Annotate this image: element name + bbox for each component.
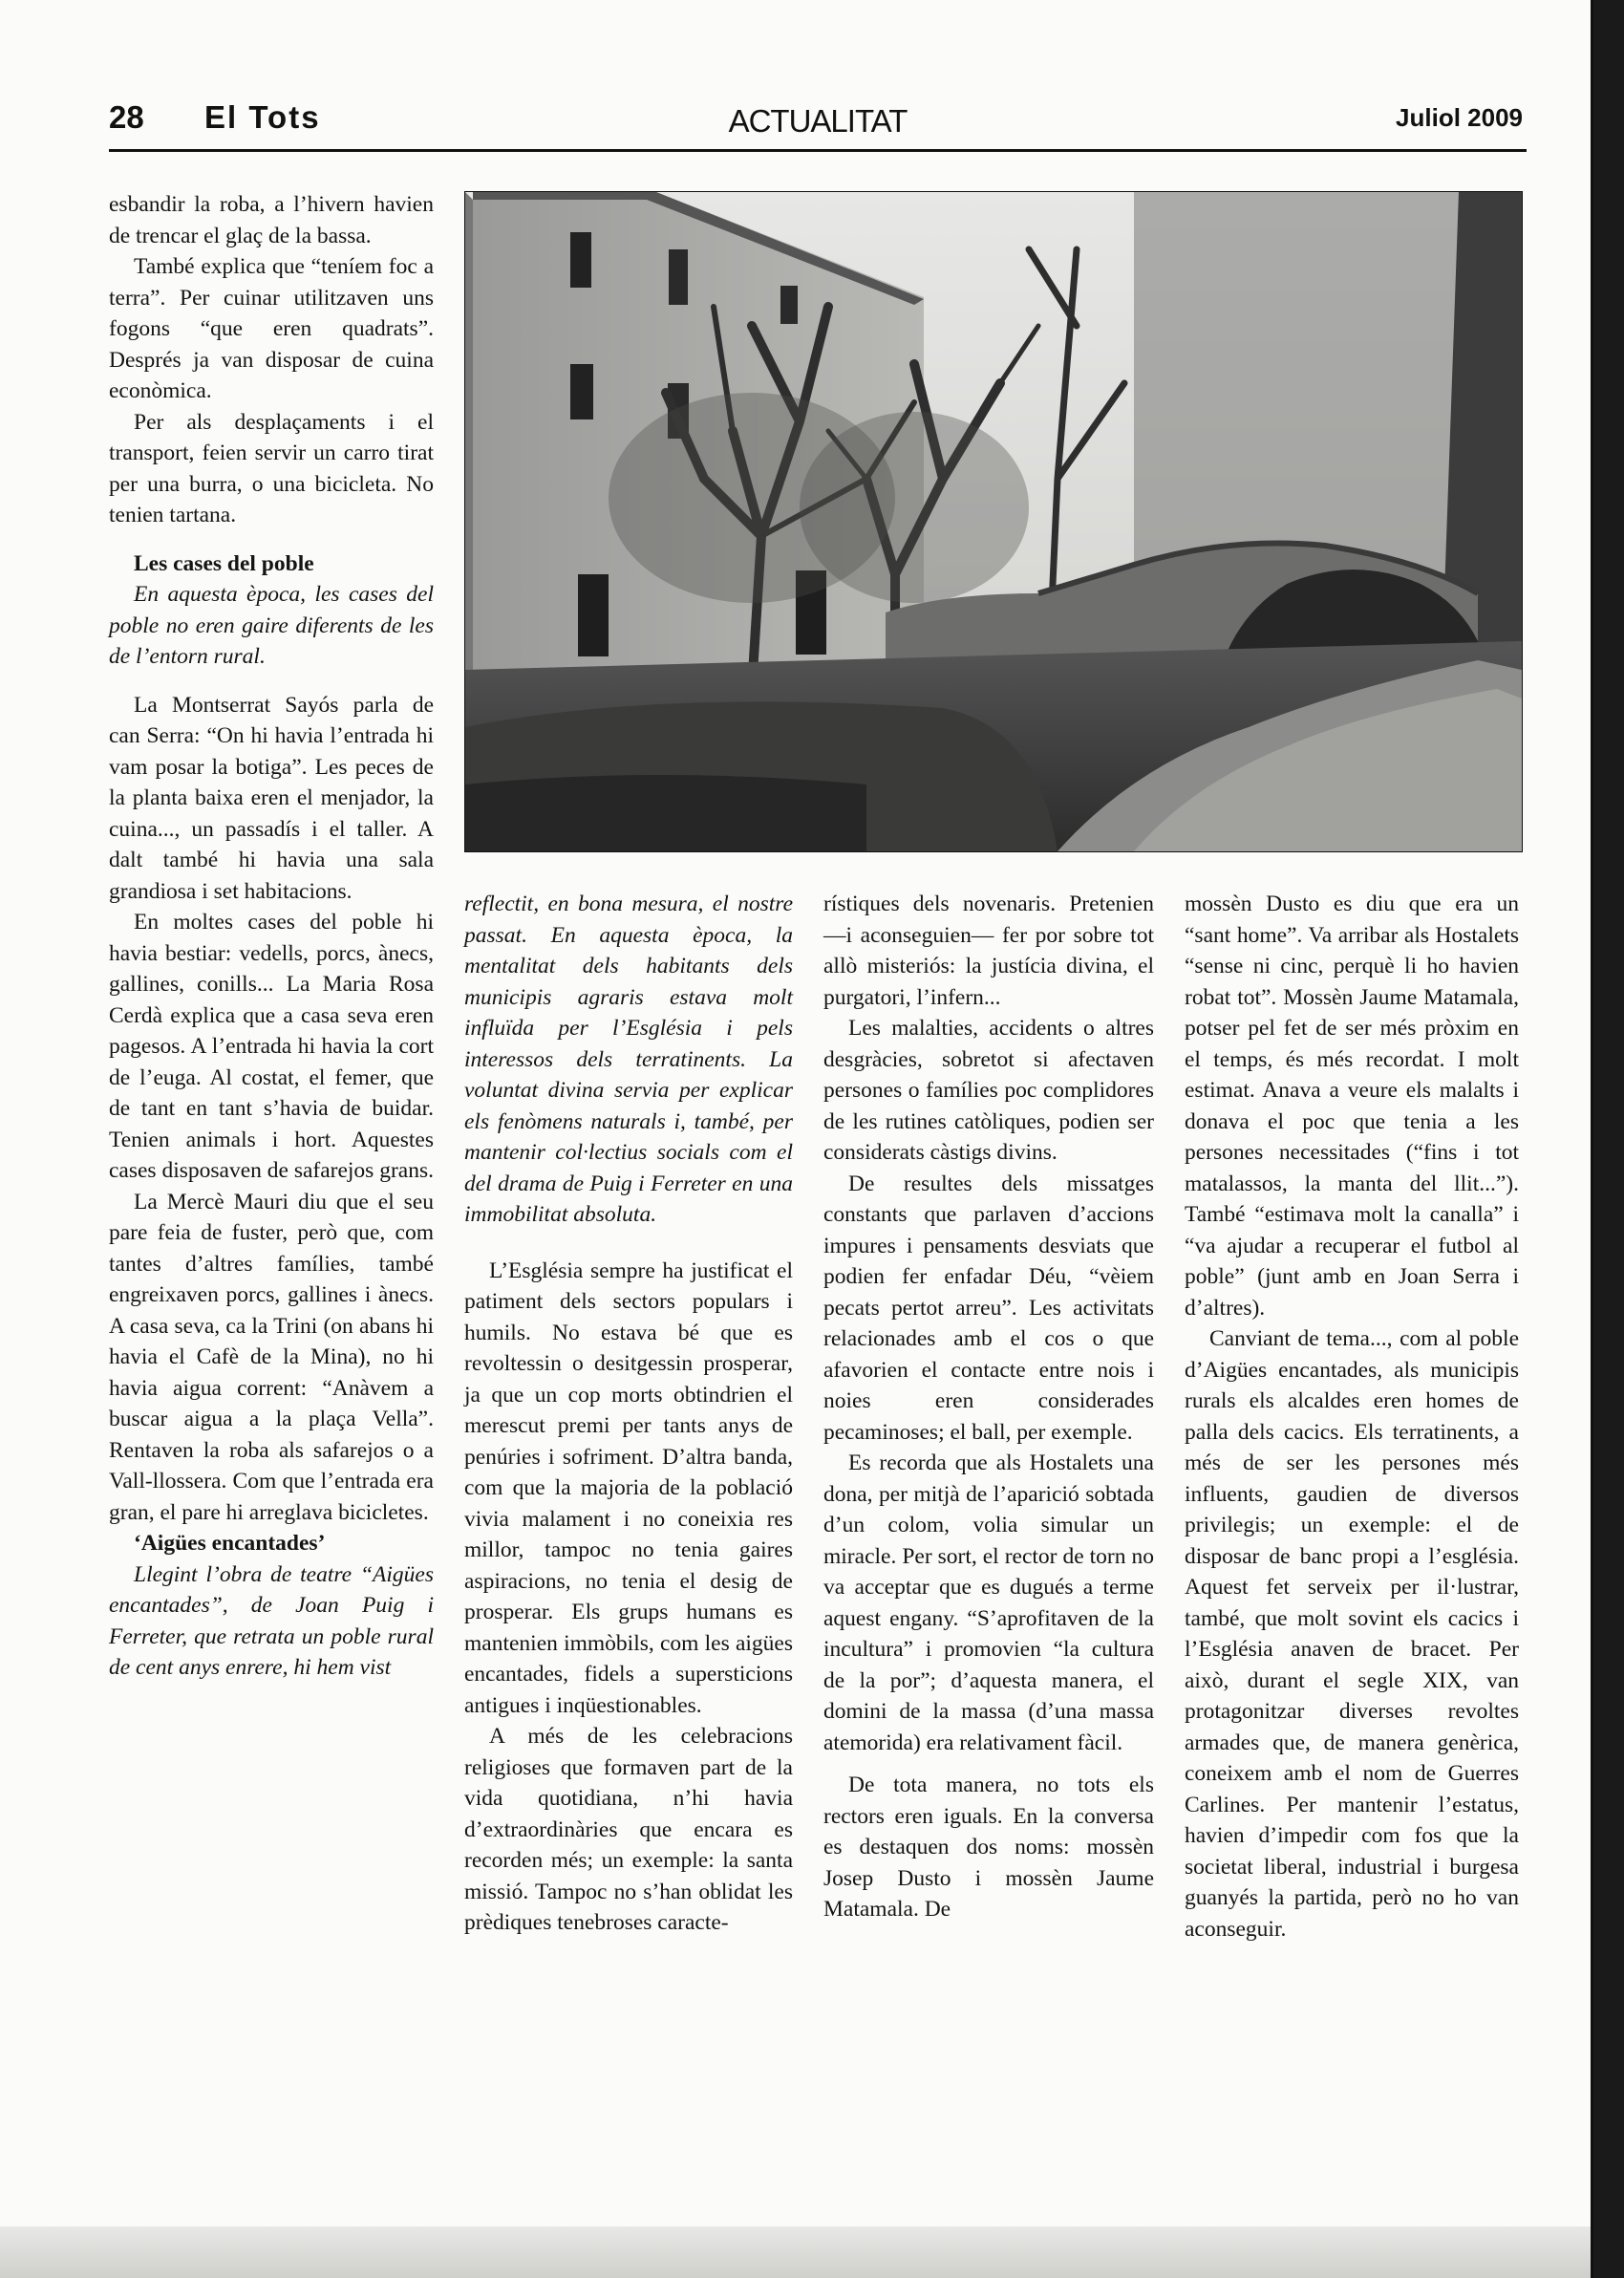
paragraph: reflectit, en bona mesura, el nostre passat. En aquesta època, la mentalitat dels habitants dels municipis agraris estava molt influïda per l’Església i pels interessos dels terratinents. La voluntat divina servia per explicar els fenòmens naturals i, també, per mantenir col·lectius socials com el del drama de Puig i Ferreter en una immobilitat absoluta. xyxy=(464,892,793,1227)
article-column-4 xyxy=(1185,889,1519,1945)
paragraph: La Montserrat Sayós parla de can Serra: “On hi havia l’entrada hi vam posar la botiga”. Les peces de la planta baixa eren el menjador, la cuina..., un passadís i el taller. A dalt també hi havia una sala grandiosa i set habitacions. xyxy=(109,692,434,904)
paragraph: Les malalties, accidents o altres desgràcies, sobretot si afectaven persones o famílies poc complidores de les rutines catòliques, podien ser considerats càstigs divins. xyxy=(823,1016,1154,1165)
section-title: ACTUALITAT xyxy=(728,103,908,139)
publication-name: El Tots xyxy=(204,99,321,135)
paragraph: En moltes cases del poble hi havia bestiar: vedells, porcs, ànecs, gallines, conills... La Maria Rosa Cerdà explica que a casa seva eren pagesos. A l’entrada hi havia la cort de l’euga. Al costat, el femer, que de tant en tant s’havia de buidar. Tenien animals i hort. Aquestes cases disposaven de safarejos grans. xyxy=(109,910,434,1183)
paragraph: Canviant de tema..., com al poble d’Aigües encantades, als municipis rurals els alcaldes eren homes de palla dels cacics. Els terratinents, a més de ser les persones més influents, gaudien de diversos privilegis; un exemple: el de disposar de banc propi a l’església. Aquest fet serveix per il·lustrar, també, que molt sovint els cacics i l’Església anaven de bracet. Per això, durant el segle XIX, van protagonitzar diverses revoltes armades que, de manera genèrica, coneixem amb el nom de Guerres Carlines. Per mantenir l’estatus, havien d’impedir com fos que la societat liberal, industrial i burgesa guanyés la partida, però no ho van aconseguir. xyxy=(1185,1326,1519,1942)
paragraph: També explica que “teníem foc a terra”. Per cuinar utilitzaven uns fogons “que eren quadrats”. Després ja van disposar de cuina econòmica. xyxy=(109,254,434,403)
intro-paragraph: En aquesta època, les cases del poble no eren gaire diferents de les de l’entorn rural. xyxy=(109,582,434,669)
page-bottom-edge xyxy=(0,2226,1591,2278)
paragraph: A més de les celebracions religioses que formaven part de la vida quotidiana, n’hi havia d’extraordinàries que encara es recorden més; un exemple: la santa missió. Tampoc no s’han oblidat les prèdiques tenebroses caracte- xyxy=(464,1724,793,1935)
paragraph: L’Església sempre ha justificat el patiment dels sectors populars i humils. No estava bé que es revoltessin o desitgessin prosperar, ja que un cop morts obtindrien el merescut premi per tants anys de penúries i sofriment. D’altra banda, com que la majoria de la població vivia malament i no coneixia res millor, tampoc no tenia gaires aspiracions, no tenia el desig de prosperar. Els grups humans es mantenien immòbils, com les aigües encantades, fidels a supersticions antigues i inqüestionables. xyxy=(464,1257,793,1718)
article-column-3 xyxy=(823,889,1154,1925)
paragraph: rístiques dels novenaris. Pretenien —i aconseguien— fer por sobre tot allò misteriós: la justícia divina, el purgatori, l’infern... xyxy=(823,892,1154,1010)
scan-border xyxy=(1593,0,1624,2278)
paragraph: La Mercè Mauri diu que el seu pare feia de fuster, però que, com tantes d’altres famílies, també engreixaven porcs, gallines i ànecs. A casa seva, ca la Trini (on abans hi havia el Cafè de la Mina), no hi havia aigua corrent: “Anàvem a buscar aigua a la plaça Vella”. Rentaven la roba als safarejos o a Vall-llossera. Com que l’entrada era gran, el pare hi arreglava bicicletes. xyxy=(109,1189,434,1525)
paragraph: Per als desplaçaments i el transport, feien servir un carro tirat per una burra, o una bicicleta. No tenien tartana. xyxy=(109,409,434,527)
paragraph: Es recorda que als Hostalets una dona, per mitjà de l’aparició sobtada d’un colom, volia simular un miracle. Per sort, el rector de torn no va acceptar que es dugués a terme aquest engany. “S’aprofitaven de la incultura” i promovien “la cultura de la por”; d’aquesta manera, el domini de la massa (d’una massa atemorida) era relativament fàcil. xyxy=(823,1451,1154,1755)
paragraph: esbandir la roba, a l’hivern havien de trencar el glaç de la bassa. xyxy=(109,192,434,248)
intro-paragraph: Llegint l’obra de teatre “Aigües encantades”, de Joan Puig i Ferreter, que retrata un poble rural de cent anys enrere, hi hem vist xyxy=(109,1561,434,1680)
issue-date: Juliol 2009 xyxy=(1396,103,1523,132)
subheading: Les cases del poble xyxy=(134,550,314,576)
paragraph: mossèn Dusto es diu que era un “sant home”. Va arribar als Hostalets “sense ni cinc, perquè li ho havien robat tot”. Mossèn Jaume Matamala, potser pel fet de ser més pròxim en el temps, és més recordat. I molt estimat. Anava a veure els malalts i donava el poc que tenia a les persones necessitades (“fins i tot matalassos, la manta del llit...”). També “estimava molt la canalla” i “va ajudar a recuperar el futbol al poble” (junt amb en Joan Serra i d’altres). xyxy=(1185,892,1519,1321)
subheading: ‘Aigües encantades’ xyxy=(134,1531,326,1556)
page-header xyxy=(109,96,1527,152)
article-column-1 xyxy=(109,189,434,1684)
page-number: 28 xyxy=(109,99,144,135)
paragraph: De resultes dels missatges constants que parlaven d’accions impures i pensaments desviats que podien fer enfadar Déu, “vèiem pecats pertot arreu”. Les activitats relacionades amb el cos o que afavorien el contacte entre nois i noies eren considerades pecaminoses; el ball, per exemple. xyxy=(823,1171,1154,1445)
photo-old-mill-and-bridge xyxy=(464,191,1523,852)
photo-image xyxy=(465,192,1522,851)
paragraph: De tota manera, no tots els rectors eren iguals. En la conversa es destaquen dos noms: mossèn Josep Dusto i mossèn Jaume Matamala. De xyxy=(823,1773,1154,1922)
article-column-2 xyxy=(464,889,793,1939)
